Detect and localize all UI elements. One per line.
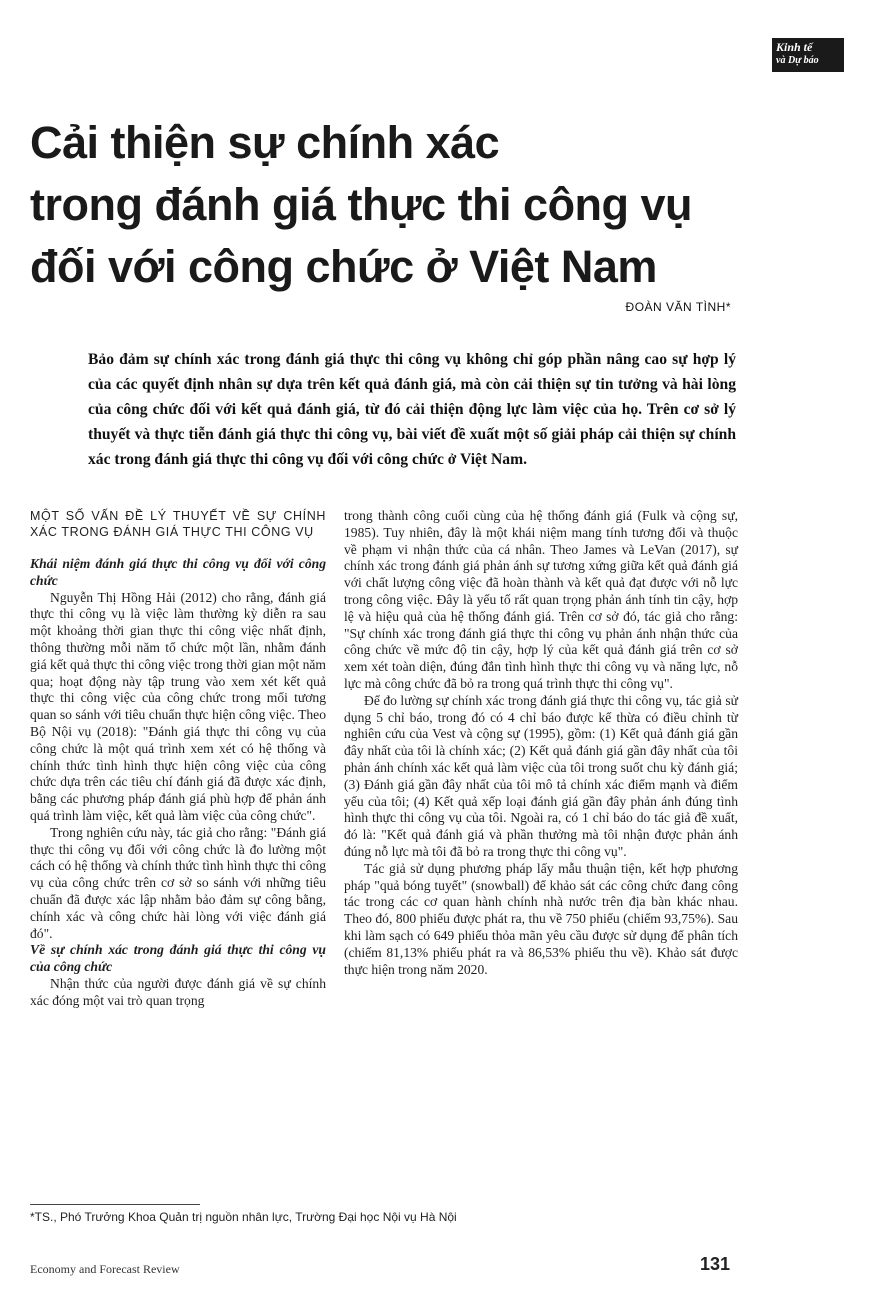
journal-name: Economy and Forecast Review: [30, 1262, 180, 1276]
right-column: [344, 508, 738, 978]
paragraph: Để đo lường sự chính xác trong đánh giá thực thi công vụ, tác giả sử dụng 5 chỉ báo, trong đó có 4 chỉ báo được kế thừa có điều chỉnh từ nghiên cứu của Vest và cộng sự (1995), gồm: (1) Kết quả đánh giá gần đây nhất của tôi là chính xác; (2) Kết quả đánh giá gần đây nhất của tôi phản ánh chính xác kết quả làm việc của tôi trong suốt chu kỳ đánh giá; (3) Đánh giá gần đây nhất của tôi mô tả chính xác điểm mạnh và điểm yếu của tôi; (4) Kết quả xếp loại đánh giá gần đây phản ánh đúng tình hình thực thi công vụ của tôi. Ngoài ra, có 1 chỉ báo do tác giả đề xuất, đó là: "Kết quả đánh giá và phần thưởng mà tôi nhận được phản ánh đúng nỗ lực mà tôi đã bỏ ra trong thực thi công vụ".: [344, 692, 738, 859]
author-footnote: *TS., Phó Trưởng Khoa Quản trị nguồn nhân lực, Trường Đại học Nội vụ Hà Nội: [30, 1210, 457, 1224]
article-title: [30, 112, 850, 298]
footnote-divider: [30, 1204, 200, 1205]
page-number: 131: [700, 1254, 731, 1274]
paragraph: Nguyễn Thị Hồng Hải (2012) cho rằng, đánh giá thực thi công vụ là việc làm thường kỳ diễn ra sau một khoảng thời gian thực thi công việc nhất định, thông thường mỗi năm tổ chức một lần, nhằm đánh giá kết quả thực thi công việc trong thời gian một năm qua; hoạt động này tập trung vào xem xét kết quả thực thi công việc của công chức trong mối tương quan so sánh với tiêu chuẩn thực hiện công việc. Theo Bộ Nội vụ (2018): "Đánh giá thực thi công vụ của công chức là một quá trình xem xét có hệ thống và chính thức tình hình thực hiện công việc của công chức dựa trên các tiêu chí đánh giá đã được xác định, bằng các phương pháp đánh giá phù hợp để phản ánh quá trình làm việc, kết quả làm việc của công chức".: [30, 589, 326, 823]
paragraph: trong thành công cuối cùng của hệ thống đánh giá (Fulk và cộng sự, 1985). Tuy nhiên, đây là một khái niệm mang tính tương đối và thuộc về phạm vi nhận thức của cá nhân. Theo James và LeVan (2017), sự chính xác trong đánh giá phản ánh sự tương xứng giữa kết quả đánh giá với chất lượng công việc đã hoàn thành và kết quả đạt được với nỗ lực trong công việc. Đây là yếu tố rất quan trọng phản ánh tính tin cậy, hợp lệ và hiệu quả của hệ thống đánh giá. Trên cơ sở đó, tác giả cho rằng: "Sự chính xác trong đánh giá thực thi công vụ phản ánh nhận thức của công chức về mức độ tin cậy, hợp lý của kết quả đánh giá trên cơ sở xem xét toàn diện, đúng đắn tình hình thực thi công vụ và năng lực, nỗ lực mà công chức đã bỏ ra trong quá trình thực thi công vụ".: [344, 508, 738, 691]
abstract: Bảo đảm sự chính xác trong đánh giá thực thi công vụ không chỉ góp phần nâng cao sự hợp lý của các quyết định nhân sự dựa trên kết quả đánh giá, mà còn cải thiện sự tin tưởng và hài lòng của công chức đối với kết quả đánh giá, từ đó cải thiện động lực làm việc của họ. Trên cơ sở lý thuyết và thực tiễn đánh giá thực thi công vụ, bài viết đề xuất một số giải pháp cải thiện sự chính xác trong đánh giá thực thi công vụ đối với công chức ở Việt Nam.: [88, 351, 736, 468]
title-line-3: đối với công chức ở Việt Nam: [30, 241, 657, 292]
left-column: [30, 508, 326, 1010]
paragraph: Tác giả sử dụng phương pháp lấy mẫu thuận tiện, kết hợp phương pháp "quả bóng tuyết" (snowball) để khảo sát các công chức đang công tác trong các cơ quan hành chính nhà nước trên địa bàn khác nhau. Theo đó, 800 phiếu được phát ra, thu về 750 phiếu (chiếm 93,75%). Sau khi làm sạch có 649 phiếu thỏa mãn yêu cầu được sử dụng để phân tích (chiếm 81,13% phiếu phát ra và 86,53% phiếu thu về). Khảo sát được thực hiện trong năm 2020.: [344, 860, 738, 977]
journal-masthead-logo: [772, 38, 844, 72]
section-heading: MỘT SỐ VẤN ĐỀ LÝ THUYẾT VỀ SỰ CHÍNH XÁC TRONG ĐÁNH GIÁ THỰC THI CÔNG VỤ: [30, 509, 326, 539]
subheading-concept: Khái niệm đánh giá thực thi công vụ đối với công chức: [30, 556, 326, 588]
paragraph: Nhận thức của người được đánh giá về sự chính xác đóng một vai trò quan trọng: [30, 975, 326, 1008]
paragraph: Trong nghiên cứu này, tác giả cho rằng: "Đánh giá thực thi công vụ đối với công chức là đo lường một cách có hệ thống và chính thức tình hình thực thi công vụ của công chức trên cơ sở so sánh với những tiêu chuẩn đã được xác lập nhằm bảo đảm sự công bằng, chính xác và công chức hài lòng với việc đánh giá đó".: [30, 824, 326, 941]
subheading-accuracy: Về sự chính xác trong đánh giá thực thi công vụ của công chức: [30, 942, 326, 975]
masthead-line-2: và Dự báo: [776, 55, 819, 66]
masthead-line-1: Kinh tế: [776, 40, 813, 54]
title-line-2: trong đánh giá thực thi công vụ: [30, 179, 693, 230]
author-name: ĐOÀN VĂN TÌNH*: [625, 300, 731, 314]
title-line-1: Cải thiện sự chính xác: [30, 117, 500, 168]
